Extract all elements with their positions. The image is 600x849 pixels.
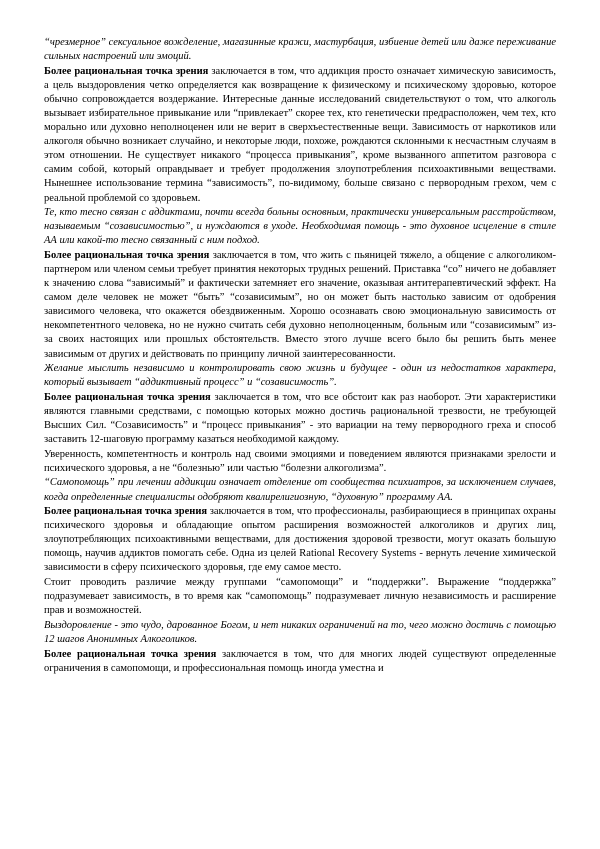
paragraph <box>44 619 556 647</box>
paragraph <box>44 505 556 575</box>
paragraph-text: Уверенность, компетентность и контроль над своими эмоциями и поведением являются признаками зрелости и психического здоровья, а не “болезнью” или частью “болезни алкоголизма”. <box>44 448 556 474</box>
paragraph <box>44 448 556 476</box>
paragraph <box>44 476 556 504</box>
paragraph-text: Выздоровление - это чудо, дарованное Богом, и нет никаких ограничений на то, чего можно достичь с помощью 12 шагов Анонимных Алкоголиков. <box>44 619 556 645</box>
paragraph-text: заключается в том, что профессионалы, разбирающиеся в принципах охраны психического здоровья и обладающие опытом расширения возможностей алкоголиков и других лиц, злоупотребляющих психоактивными веществами, для достижения здоровой трезвости, могут оказать большую помощь, научив аддиктов помогать себе. Одна из целей Rational Recovery Systems - вернуть лечение химической зависимости в сферу психического здоровья, где ему самое место. <box>44 506 556 574</box>
paragraph-text: “чрезмерное” сексуальное вожделение, магазинные кражи, мастурбация, избиение детей или даже переживание сильных настроений или эмоций. <box>44 37 556 63</box>
paragraph-lead: Более рациональная точка зрения <box>44 65 209 77</box>
paragraph-lead: Более рациональная точка зрения <box>44 391 211 403</box>
paragraph-text: “Самопомощь” при лечении аддикции означает отделение от сообщества психиатров, за исключением случаев, когда определенные специалисты одобряют квалирелигиозную, “духовную” программу АА. <box>44 477 556 503</box>
paragraph-text: Стоит проводить различие между группами “самопомощи” и “поддержки”. Выражение “поддержка” подразумевает зависимость, в то время как “самопомощь” подразумевает личную независимость и расширение прав и возможностей. <box>44 577 556 617</box>
paragraph <box>44 648 556 676</box>
paragraph <box>44 249 556 362</box>
paragraph-text: заключается в том, что аддикция просто означает химическую зависимость, а цель выздоровления четко определяется как возвращение к физическому и психическому здоровью, которое обычно сопровождается воздержание. Интересные данные исследований свидетельствуют о том, что алкоголь вызывает избирательное привыкание или “привлекает” скорее тех, кто генетически предрасположен, чем тех, кто морально или духовно неполноценен или не верит в сверхъестественные вещи. Зависимость от наркотиков или алкоголя обычно возникает случайно, и некоторые люди, похоже, рождаются склонными к несчастным случаям в этом отношении. Не существует никакого “процесса привыкания”, кроме вызванного аппетитом разговора с самим собой, который оправдывает и требует продолжения злоупотребления психоактивными веществами. Нынешнее использование термина “зависимость”, по-видимому, больше связано с первородным грехом, чем с реальной проблемой со здоровьем. <box>44 65 556 204</box>
paragraph <box>44 206 556 248</box>
paragraph-text: заключается в том, что жить с пьяницей тяжело, а общение с алкоголиком-партнером или членом семьи требует принятия некоторых трудных решений. Приставка “со” ничего не добавляет к значению слова “зависимый” и фактически затемняет его значение, оказывая антитерапевтический эффект. На самом деле человек не может “быть” “созависимым”, но он может быть настолько зависим от одобрения зависимого человека, что окажется обездвиженным. Хорошо осознавать свою эмоциональную зависимость от некомпетентного человека, но не нужно считать себя духовно неполноценным, больным или “созависимым” из-за своих настоящих или прошлых обстоятельств. Вместо этого лучше всего было бы решить быть менее зависимым от других и действовать по принципу личной заинтересованности. <box>44 249 556 360</box>
paragraph <box>44 65 556 206</box>
paragraph-lead: Более рациональная точка зрения <box>44 648 217 660</box>
paragraph-text: Желание мыслить независимо и контролировать свою жизнь и будущее - один из недостатков характера, который вызывает “аддиктивный процесс” и “созависимость”. <box>44 363 556 389</box>
paragraph-text: заключается в том, что для многих людей существуют определенные ограничения в самопомощи, и профессиональная помощь иногда уместна и <box>44 648 556 674</box>
paragraph <box>44 362 556 390</box>
paragraph <box>44 576 556 618</box>
paragraph-text: Те, кто тесно связан с аддиктами, почти всегда больны основным, практически универсальным расстройством, называемым “созависимостью”, и нуждаются в уходе. Необходимая помощь - это духовное исцеление в стиле АА или какой-то тесно связанный с ним подход. <box>44 207 556 247</box>
paragraph-lead: Более рациональная точка зрения <box>44 249 210 261</box>
paragraph <box>44 391 556 447</box>
paragraph-lead: Более рациональная точка зрения <box>44 506 208 518</box>
paragraph <box>44 36 556 64</box>
paragraph-text: заключается в том, что все обстоит как раз наоборот. Эти характеристики являются главными средствами, с помощью которых можно достичь рациональной трезвости, не требующей Высших Сил. “Созависимость” и “процесс привыкания” - это вариации на тему первородного греха и способ заставить 12-шаговую программу казаться необходимой каждому. <box>44 391 556 446</box>
